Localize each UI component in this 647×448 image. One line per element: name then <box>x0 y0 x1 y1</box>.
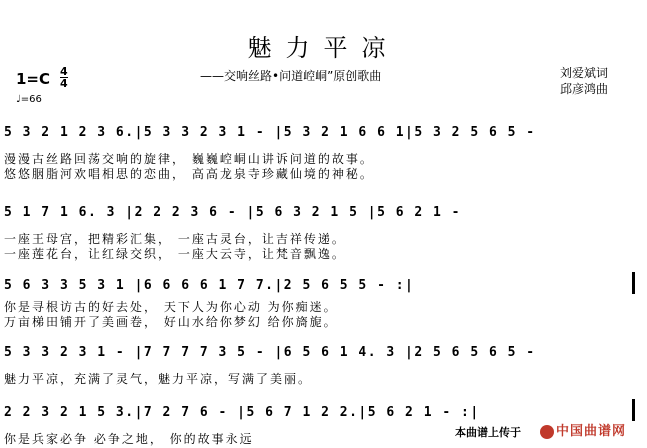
notation-line-1: 5 3 2 1 2 3 6.|5 3 3 2 3 1 - |5 3 2 1 6 6 1|5 3 2 5 6 5 - <box>4 125 536 140</box>
site-logo <box>540 420 626 439</box>
lyric-line-4: 魅力平凉，充满了灵气，魅力平凉，写满了美丽。 <box>4 372 313 386</box>
lyricist: 刘爱斌词 <box>560 66 609 80</box>
lyric-line-3b: 万亩梯田铺开了美画卷， 好山水给你梦幻 给你旖旎。 <box>4 315 338 329</box>
time-signature <box>60 66 68 89</box>
repeat-barline-2 <box>632 399 635 421</box>
key-signature: 1=C <box>16 70 51 88</box>
lyric-line-1b: 悠悠胭脂河欢唱相思的恋曲， 高高龙泉寺珍藏仙境的神秘。 <box>4 167 374 181</box>
lyric-line-1a: 漫漫古丝路回荡交响的旋律， 巍巍崆峒山讲诉问道的故事。 <box>4 152 374 166</box>
time-signature-top: 4 <box>60 65 68 78</box>
notation-line-5: 2 2 3 2 1 5 3.|7 2 7 6 - |5 6 7 1 2 2.|5 6 2 1 - :| <box>4 405 480 420</box>
lyric-line-2b: 一座莲花台，让红绿交织， 一座大云寺，让梵音飘逸。 <box>4 247 346 261</box>
notation-line-3: 5 6 3 3 5 3 1 |6 6 6 6 1 7 7.|2 5 6 5 5 - :| <box>4 278 415 293</box>
composer: 邱彦鸿曲 <box>560 82 609 96</box>
site-logo-text: 中国曲谱网 <box>556 424 627 439</box>
notation-line-2: 5 1 7 1 6. 3 |2 2 2 3 6 - |5 6 3 2 1 5 |5 6 2 1 - <box>4 205 462 220</box>
repeat-barline-1 <box>632 272 635 294</box>
lyric-line-2a: 一座王母宫，把精彩汇集， 一座古灵台，让吉祥传递。 <box>4 232 346 246</box>
song-title: 魅力平凉 <box>247 34 400 62</box>
time-signature-bottom: 4 <box>60 77 68 90</box>
song-subtitle: ——交响丝路•问道崆峒”原创歌曲 <box>200 69 382 83</box>
notation-line-4: 5 3 3 2 3 1 - |7 7 7 7 3 5 - |6 5 6 1 4. 3 |2 5 6 5 6 5 - <box>4 345 536 360</box>
lyric-line-5: 你是兵家必争 必争之地， 你的故事永远 <box>4 432 254 446</box>
logo-mark-icon <box>540 425 554 439</box>
upload-notice: 本曲谱上传于 <box>455 426 521 439</box>
lyric-line-3a: 你是寻根访古的好去处， 天下人为你心动 为你痴迷。 <box>4 300 338 314</box>
tempo-marking: ♩=66 <box>16 94 42 105</box>
